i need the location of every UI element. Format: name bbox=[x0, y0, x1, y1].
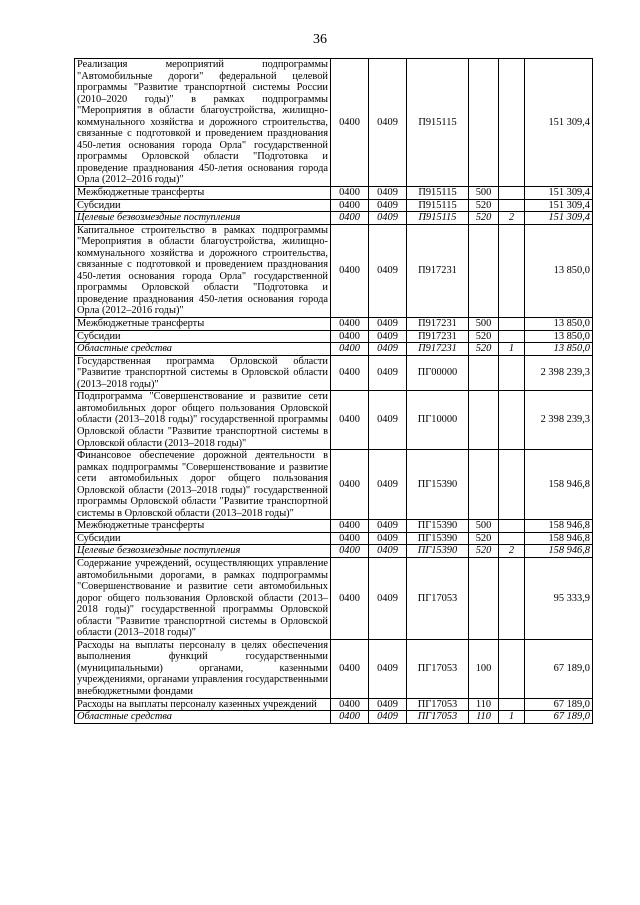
page-number: 36 bbox=[313, 32, 327, 47]
amount-cell: 2 398 239,3 bbox=[525, 355, 593, 391]
table-row bbox=[75, 59, 593, 187]
amount-cell: 158 946,8 bbox=[525, 450, 593, 520]
expense-type-code-cell bbox=[469, 450, 499, 520]
subsection-code-cell: 0409 bbox=[369, 187, 407, 200]
target-article-code-cell: П917231 bbox=[407, 343, 469, 356]
target-article-code-cell: ПГ15390 bbox=[407, 450, 469, 520]
table-row bbox=[75, 391, 593, 450]
amount-cell: 13 850,0 bbox=[525, 343, 593, 356]
table-row bbox=[75, 711, 593, 724]
section-code-cell: 0400 bbox=[331, 199, 369, 212]
target-article-code-cell: П917231 bbox=[407, 224, 469, 317]
subsection-code-cell: 0409 bbox=[369, 450, 407, 520]
subsection-code-cell: 0409 bbox=[369, 330, 407, 343]
funding-source-code-cell bbox=[499, 318, 525, 331]
row-name-cell: Государственная программа Орловской области "Развитие транспортной системы в Орловской области (2013–2018 годы)" bbox=[75, 355, 331, 391]
table-row bbox=[75, 355, 593, 391]
table-body bbox=[75, 59, 593, 724]
expense-type-code-cell: 500 bbox=[469, 520, 499, 533]
target-article-code-cell: П915115 bbox=[407, 199, 469, 212]
section-code-cell: 0400 bbox=[331, 557, 369, 639]
section-code-cell: 0400 bbox=[331, 639, 369, 698]
section-code-cell: 0400 bbox=[331, 318, 369, 331]
amount-cell: 158 946,8 bbox=[525, 545, 593, 558]
section-code-cell: 0400 bbox=[331, 343, 369, 356]
row-name-cell: Областные средства bbox=[75, 711, 331, 724]
expense-type-code-cell bbox=[469, 557, 499, 639]
row-name-cell: Субсидии bbox=[75, 532, 331, 545]
row-name-cell: Целевые безвозмездные поступления bbox=[75, 212, 331, 225]
section-code-cell: 0400 bbox=[331, 532, 369, 545]
target-article-code-cell: ПГ00000 bbox=[407, 355, 469, 391]
table-row bbox=[75, 639, 593, 698]
funding-source-code-cell bbox=[499, 639, 525, 698]
amount-cell: 151 309,4 bbox=[525, 199, 593, 212]
subsection-code-cell: 0409 bbox=[369, 224, 407, 317]
section-code-cell: 0400 bbox=[331, 59, 369, 187]
expense-type-code-cell: 500 bbox=[469, 187, 499, 200]
expense-type-code-cell: 520 bbox=[469, 343, 499, 356]
expense-type-code-cell: 500 bbox=[469, 318, 499, 331]
subsection-code-cell: 0409 bbox=[369, 318, 407, 331]
funding-source-code-cell bbox=[499, 224, 525, 317]
section-code-cell: 0400 bbox=[331, 224, 369, 317]
subsection-code-cell: 0409 bbox=[369, 355, 407, 391]
subsection-code-cell: 0409 bbox=[369, 343, 407, 356]
row-name-cell: Межбюджетные трансферты bbox=[75, 520, 331, 533]
row-name-cell: Целевые безвозмездные поступления bbox=[75, 545, 331, 558]
target-article-code-cell: ПГ15390 bbox=[407, 520, 469, 533]
table-row bbox=[75, 212, 593, 225]
subsection-code-cell: 0409 bbox=[369, 391, 407, 450]
subsection-code-cell: 0409 bbox=[369, 199, 407, 212]
table-row bbox=[75, 343, 593, 356]
expense-type-code-cell bbox=[469, 355, 499, 391]
table-row bbox=[75, 557, 593, 639]
amount-cell: 13 850,0 bbox=[525, 330, 593, 343]
funding-source-code-cell: 1 bbox=[499, 711, 525, 724]
funding-source-code-cell bbox=[499, 450, 525, 520]
funding-source-code-cell bbox=[499, 698, 525, 711]
subsection-code-cell: 0409 bbox=[369, 532, 407, 545]
target-article-code-cell: П917231 bbox=[407, 330, 469, 343]
target-article-code-cell: ПГ17053 bbox=[407, 711, 469, 724]
target-article-code-cell: ПГ15390 bbox=[407, 532, 469, 545]
funding-source-code-cell: 1 bbox=[499, 343, 525, 356]
subsection-code-cell: 0409 bbox=[369, 212, 407, 225]
row-name-cell: Реализация мероприятий подпрограммы "Автомобильные дороги" федеральной целевой программы "Развитие транспортной системы России (2010–2020 годы)" в рамках подпрограммы "Мероприятия в области благоустройства, жилищно-коммунального хозяйства и дорожного строительства, связанные с подготовкой и проведением празднования 450-летия основания города Орла" государственной программы Орловской области "Подготовка и проведение празднования 450-летия основания города Орла (2012–2016 годы)" bbox=[75, 59, 331, 187]
row-name-cell: Подпрограмма "Совершенствование и развитие сети автомобильных дорог общего пользования Орловской области (2013–2018 годы)" государственной программы Орловской области "Развитие транспортной системы в Орловской области (2013–2018 годы)" bbox=[75, 391, 331, 450]
funding-source-code-cell bbox=[499, 520, 525, 533]
table-row bbox=[75, 199, 593, 212]
expense-type-code-cell: 110 bbox=[469, 711, 499, 724]
row-name-cell: Субсидии bbox=[75, 199, 331, 212]
target-article-code-cell: П915115 bbox=[407, 59, 469, 187]
row-name-cell: Субсидии bbox=[75, 330, 331, 343]
row-name-cell: Межбюджетные трансферты bbox=[75, 318, 331, 331]
table-row bbox=[75, 532, 593, 545]
subsection-code-cell: 0409 bbox=[369, 520, 407, 533]
row-name-cell: Межбюджетные трансферты bbox=[75, 187, 331, 200]
amount-cell: 67 189,0 bbox=[525, 639, 593, 698]
amount-cell: 13 850,0 bbox=[525, 318, 593, 331]
subsection-code-cell: 0409 bbox=[369, 639, 407, 698]
funding-source-code-cell bbox=[499, 187, 525, 200]
subsection-code-cell: 0409 bbox=[369, 711, 407, 724]
section-code-cell: 0400 bbox=[331, 212, 369, 225]
target-article-code-cell: ПГ10000 bbox=[407, 391, 469, 450]
amount-cell: 67 189,0 bbox=[525, 698, 593, 711]
section-code-cell: 0400 bbox=[331, 520, 369, 533]
amount-cell: 151 309,4 bbox=[525, 187, 593, 200]
table-row bbox=[75, 698, 593, 711]
funding-source-code-cell bbox=[499, 355, 525, 391]
target-article-code-cell: ПГ17053 bbox=[407, 698, 469, 711]
expense-type-code-cell bbox=[469, 224, 499, 317]
target-article-code-cell: ПГ15390 bbox=[407, 545, 469, 558]
expense-type-code-cell: 520 bbox=[469, 212, 499, 225]
funding-source-code-cell bbox=[499, 391, 525, 450]
subsection-code-cell: 0409 bbox=[369, 59, 407, 187]
amount-cell: 158 946,8 bbox=[525, 520, 593, 533]
target-article-code-cell: П917231 bbox=[407, 318, 469, 331]
funding-source-code-cell bbox=[499, 532, 525, 545]
amount-cell: 95 333,9 bbox=[525, 557, 593, 639]
target-article-code-cell: П915115 bbox=[407, 212, 469, 225]
funding-source-code-cell: 2 bbox=[499, 545, 525, 558]
amount-cell: 2 398 239,3 bbox=[525, 391, 593, 450]
row-name-cell: Финансовое обеспечение дорожной деятельности в рамках подпрограммы "Совершенствование и развитие сети автомобильных дорог общего пользования Орловской области (2013–2018 годы)" государственной программы Орловской области "Развитие транспортной системы в Орловской области (2013–2018 годы)" bbox=[75, 450, 331, 520]
table-row bbox=[75, 330, 593, 343]
amount-cell: 151 309,4 bbox=[525, 212, 593, 225]
amount-cell: 158 946,8 bbox=[525, 532, 593, 545]
section-code-cell: 0400 bbox=[331, 330, 369, 343]
table-row bbox=[75, 187, 593, 200]
expense-type-code-cell: 110 bbox=[469, 698, 499, 711]
section-code-cell: 0400 bbox=[331, 355, 369, 391]
amount-cell: 151 309,4 bbox=[525, 59, 593, 187]
funding-source-code-cell bbox=[499, 199, 525, 212]
expense-type-code-cell: 520 bbox=[469, 330, 499, 343]
target-article-code-cell: П915115 bbox=[407, 187, 469, 200]
funding-source-code-cell bbox=[499, 330, 525, 343]
row-name-cell: Областные средства bbox=[75, 343, 331, 356]
section-code-cell: 0400 bbox=[331, 711, 369, 724]
funding-source-code-cell bbox=[499, 59, 525, 187]
budget-table bbox=[74, 58, 593, 724]
target-article-code-cell: ПГ17053 bbox=[407, 639, 469, 698]
subsection-code-cell: 0409 bbox=[369, 557, 407, 639]
table-row bbox=[75, 520, 593, 533]
subsection-code-cell: 0409 bbox=[369, 545, 407, 558]
expense-type-code-cell: 520 bbox=[469, 545, 499, 558]
expense-type-code-cell: 520 bbox=[469, 199, 499, 212]
row-name-cell: Капитальное строительство в рамках подпрограммы "Мероприятия в области благоустройства, жилищно-коммунального хозяйства и дорожного строительства, связанные с подготовкой и проведением празднования 450-летия основания города Орла" государственной программы Орловской области "Подготовка и проведение празднования 450-летия основания города Орла (2012–2016 годы)" bbox=[75, 224, 331, 317]
section-code-cell: 0400 bbox=[331, 450, 369, 520]
row-name-cell: Содержание учреждений, осуществляющих управление автомобильными дорогами, в рамках подпрограммы "Совершенствование и развитие сети автомобильных дорог общего пользования Орловской области (2013–2018 годы)" государственной программы Орловской области "Развитие транспортной системы в Орловской области (2013–2018 годы)" bbox=[75, 557, 331, 639]
funding-source-code-cell: 2 bbox=[499, 212, 525, 225]
expense-type-code-cell: 100 bbox=[469, 639, 499, 698]
table-row bbox=[75, 224, 593, 317]
section-code-cell: 0400 bbox=[331, 698, 369, 711]
table-row bbox=[75, 450, 593, 520]
table-row bbox=[75, 318, 593, 331]
amount-cell: 13 850,0 bbox=[525, 224, 593, 317]
section-code-cell: 0400 bbox=[331, 545, 369, 558]
amount-cell: 67 189,0 bbox=[525, 711, 593, 724]
row-name-cell: Расходы на выплаты персоналу казенных учреждений bbox=[75, 698, 331, 711]
section-code-cell: 0400 bbox=[331, 391, 369, 450]
target-article-code-cell: ПГ17053 bbox=[407, 557, 469, 639]
row-name-cell: Расходы на выплаты персоналу в целях обеспечения выполнения функций государственными (муниципальными) органами, казенными учреждениями, органами управления государственными внебюджетными фондами bbox=[75, 639, 331, 698]
expense-type-code-cell: 520 bbox=[469, 532, 499, 545]
table-row bbox=[75, 545, 593, 558]
expense-type-code-cell bbox=[469, 391, 499, 450]
subsection-code-cell: 0409 bbox=[369, 698, 407, 711]
expense-type-code-cell bbox=[469, 59, 499, 187]
section-code-cell: 0400 bbox=[331, 187, 369, 200]
funding-source-code-cell bbox=[499, 557, 525, 639]
